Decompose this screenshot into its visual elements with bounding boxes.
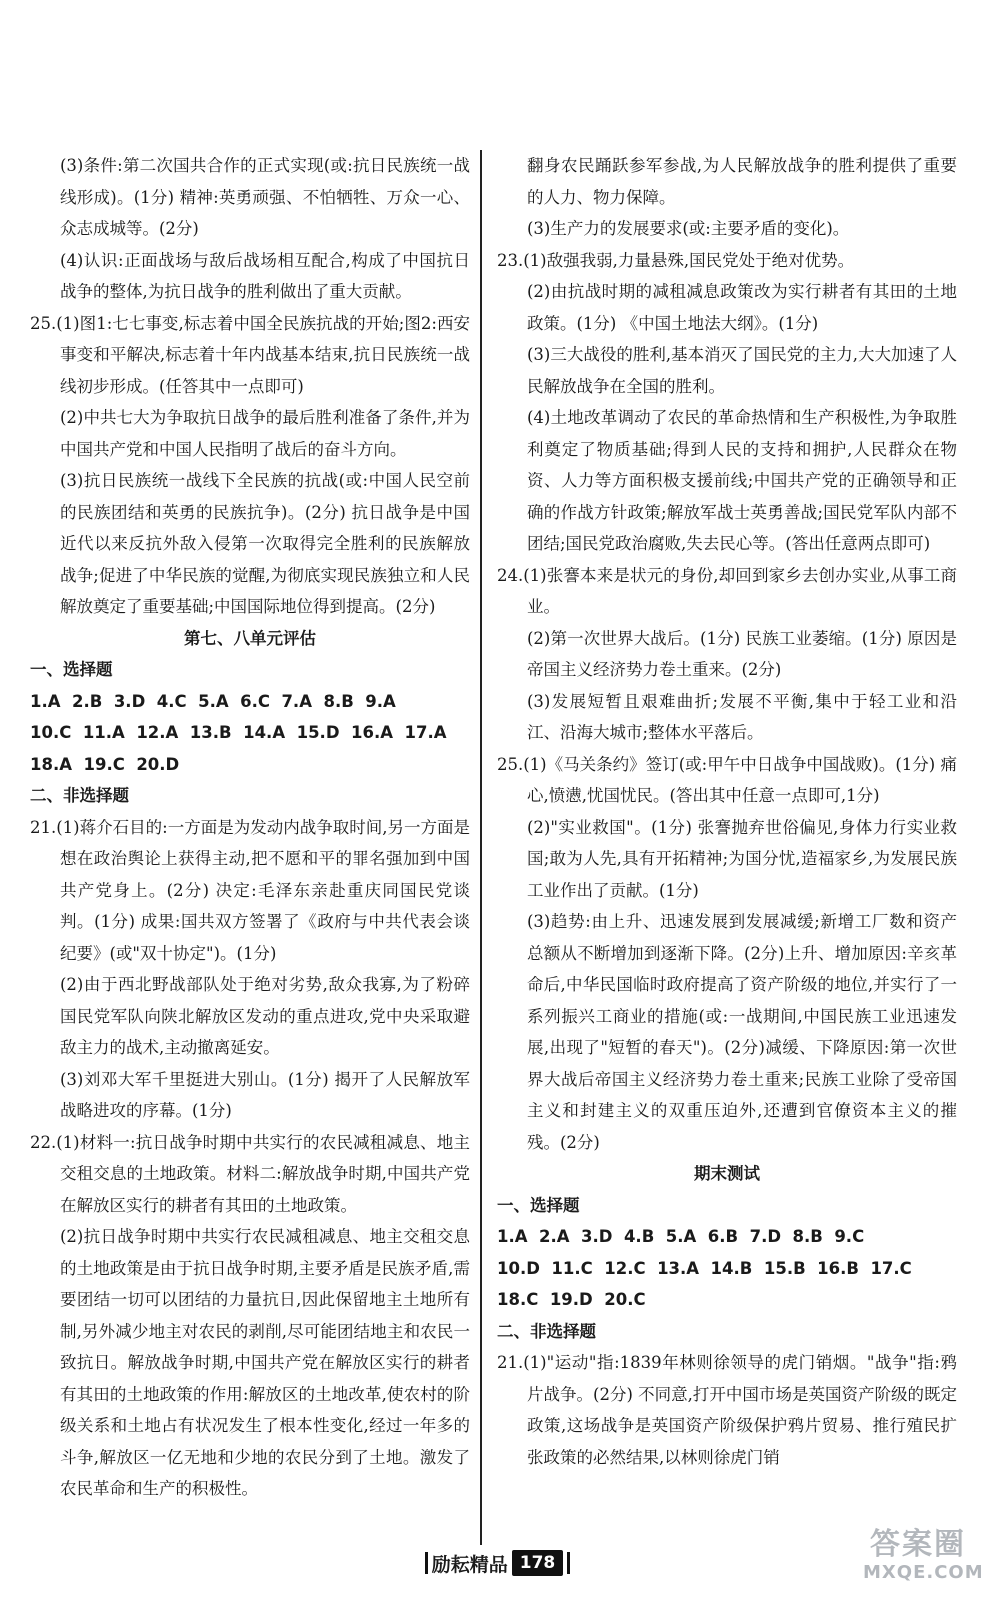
answer-paragraph: (2)第一次世界大战后。(1分) 民族工业萎缩。(1分) 原因是帝国主义经济势力卷土重来。(2分) [527, 628, 957, 679]
page-number: 178 [512, 1550, 564, 1576]
choice-answers-row: 10.D 11.C 12.C 13.A 14.B 15.B 16.B 17.C [497, 1258, 912, 1278]
question-21-answer: 21.(1)"运动"指:1839年林则徐领导的虎门销烟。"战争"指:鸦片战争。(2分) 不同意,打开中国市场是英国资产阶级的既定政策,这场战争是英国资产阶级保护鸦片贸易、推行殖民扩张政策的必然结果,以林则徐虎门销 [497, 1353, 957, 1467]
question-25-answer: 25.(1)《马关条约》签订(或:甲午中日战争中国战败)。(1分) 痛心,愤懑,忧国忧民。(答出其中任意一点即可,1分) [497, 754, 957, 805]
non-choice-section-title: 二、非选择题 [30, 786, 129, 805]
right-column [497, 150, 957, 1473]
answer-paragraph: (2)"实业救国"。(1分) 张謇抛弃世俗偏见,身体力行实业救国;敢为人先,具有开拓精神;为国分忧,造福家乡,为发展民族工业作出了贡献。(1分) [527, 817, 957, 900]
footer-bar-right [567, 1552, 570, 1574]
answer-paragraph: (2)由于西北野战部队处于绝对劣势,敌众我寡,为了粉碎国民党军队向陕北解放区发动的重点进攻,党中央采取避敌主力的战术,主动撤离延安。 [60, 975, 470, 1057]
answer-paragraph: 翻身农民踊跃参军参战,为人民解放战争的胜利提供了重要的人力、物力保障。 [527, 156, 957, 207]
page-footer [0, 1548, 995, 1578]
footer-brand-box [425, 1550, 571, 1577]
choice-section-title: 一、选择题 [497, 1195, 580, 1215]
footer-bar-left [425, 1552, 428, 1574]
question-21-answer: 21.(1)蒋介石目的:一方面是为发动内战争取时间,另一方面是想在政治舆论上获得主动,把不愿和平的罪名强加到中国共产党身上。(2分) 决定:毛泽东亲赴重庆同国民党谈判。(1分) 成果:国共双方签署了《政府与中共代表会谈纪要》(或"双十协定")。(1分) [30, 817, 470, 963]
question-22-answer: 22.(1)材料一:抗日战争时期中共实行的农民减租减息、地主交租交息的土地政策。材料二:解放战争时期,中国共产党在解放区实行的耕者有其田的土地政策。 [30, 1132, 470, 1215]
section-heading-unit-7-8: 第七、八单元评估 [184, 628, 316, 648]
watermark-top-text: 答案圈 [870, 1527, 966, 1562]
answer-paragraph: (3)三大战役的胜利,基本消灭了国民党的主力,大大加速了人民解放战争在全国的胜利。 [527, 345, 957, 396]
answer-paragraph: (3)趋势:由上升、迅速发展到发展减缓;新增工厂数和资产总额从不断增加到逐渐下降。(2分)上升、增加原因:辛亥革命后,中华民国临时政府提高了资产阶级的地位,并实行了一系列振兴工商业的措施(或:一战期间,中国民族工业迅速发展,出现了"短暂的春天")。(2分)减缓、下降原因:第一次世界大战后帝国主义经济势力卷土重来;民族工业除了受帝国主义和封建主义的双重压迫外,还遭到官僚资本主义的摧残。(2分) [527, 912, 957, 1152]
answer-paragraph: (3)生产力的发展要求(或:主要矛盾的变化)。 [527, 219, 850, 238]
answer-paragraph: (4)认识:正面战场与敌后战场相互配合,构成了中国抗日战争的整体,为抗日战争的胜利做出了重大贡献。 [60, 250, 470, 301]
choice-section-title: 一、选择题 [30, 660, 113, 679]
section-heading-final-test: 期末测试 [694, 1164, 760, 1183]
question-24-answer: 24.(1)张謇本来是状元的身份,却回到家乡去创办实业,从事工商业。 [497, 565, 957, 616]
choice-answers-row: 18.A 19.C 20.D [30, 754, 180, 774]
answer-paragraph: (2)由抗战时期的减租减息政策改为实行耕者有其田的土地政策。(1分) 《中国土地法大纲》。(1分) [527, 282, 957, 333]
answer-paragraph: (3)发展短暂且艰难曲折;发展不平衡,集中于轻工业和沿江、沿海大城市;整体水平落后。 [527, 691, 957, 742]
answer-paragraph: (3)条件:第二次国共合作的正式实现(或:抗日民族统一战线形成)。(1分) 精神:英勇顽强、不怕牺牲、万众一心、众志成城等。(2分) [60, 156, 470, 238]
answer-paragraph: (3)刘邓大军千里挺进大别山。(1分) 揭开了人民解放军战略进攻的序幕。(1分) [60, 1069, 470, 1120]
column-divider [480, 150, 482, 1545]
choice-answers-row: 10.C 11.A 12.A 13.B 14.A 15.D 16.A 17.A [30, 723, 447, 742]
non-choice-section-title: 二、非选择题 [497, 1321, 596, 1341]
answer-paragraph: (2)抗日战争时期中共实行农民减租减息、地主交租交息的土地政策是由于抗日战争时期,主要矛盾是民族矛盾,需要团结一切可以团结的力量抗日,因此保留地主土地所有制,另外减少地主对农民的剥削,尽可能团结地主和农民一致抗日。解放战争时期,中国共产党在解放区实行的耕者有其田的土地政策的作用:解放区的土地改革,使农村的阶级关系和土地占有状况发生了根本性变化,经过一年多的斗争,解放区一亿无地和少地的农民分到了土地。激发了农民革命和生产的积极性。 [60, 1227, 470, 1498]
watermark-logo [863, 1527, 984, 1592]
answer-paragraph: (4)土地改革调动了农民的革命热情和生产积极性,为争取胜利奠定了物质基础;得到人民的支持和拥护,人民群众在物资、人力等方面积极支援前线;中国共产党的正确领导和正确的作战方针政策;解放军战士英勇善战;国民党军队内部不团结;国民党政治腐败,失去民心等。(答出任意两点即可) [527, 408, 957, 553]
left-column [30, 150, 470, 1505]
watermark-bottom-text: MXQE.COM [863, 1562, 984, 1583]
choice-answers-row: 1.A 2.B 3.D 4.C 5.A 6.C 7.A 8.B 9.A [30, 691, 396, 711]
choice-answers-row: 1.A 2.A 3.D 4.B 5.A 6.B 7.D 8.B 9.C [497, 1227, 865, 1246]
question-23-answer: 23.(1)敌强我弱,力量悬殊,国民党处于绝对优势。 [497, 250, 855, 270]
question-25-answer: 25.(1)图1:七七事变,标志着中国全民族抗战的开始;图2:西安事变和平解决,标志着十年内战基本结束,抗日民族统一战线初步形成。(任答其中一点即可) [30, 313, 470, 396]
answer-paragraph: (3)抗日民族统一战线下全民族的抗战(或:中国人民空前的民族团结和英勇的民族抗争)。(2分) 抗日战争是中国近代以来反抗外敌入侵第一次取得完全胜利的民族解放战争;促进了中华民族的觉醒,为彻底实现民族独立和人民解放奠定了重要基础;中国国际地位得到提高。(2分) [60, 471, 470, 616]
choice-answers-row: 18.C 19.D 20.C [497, 1290, 646, 1309]
answer-paragraph: (2)中共七大为争取抗日战争的最后胜利准备了条件,并为中国共产党和中国人民指明了战后的奋斗方向。 [60, 408, 470, 459]
footer-brand: 励耘精品 [431, 1553, 508, 1576]
